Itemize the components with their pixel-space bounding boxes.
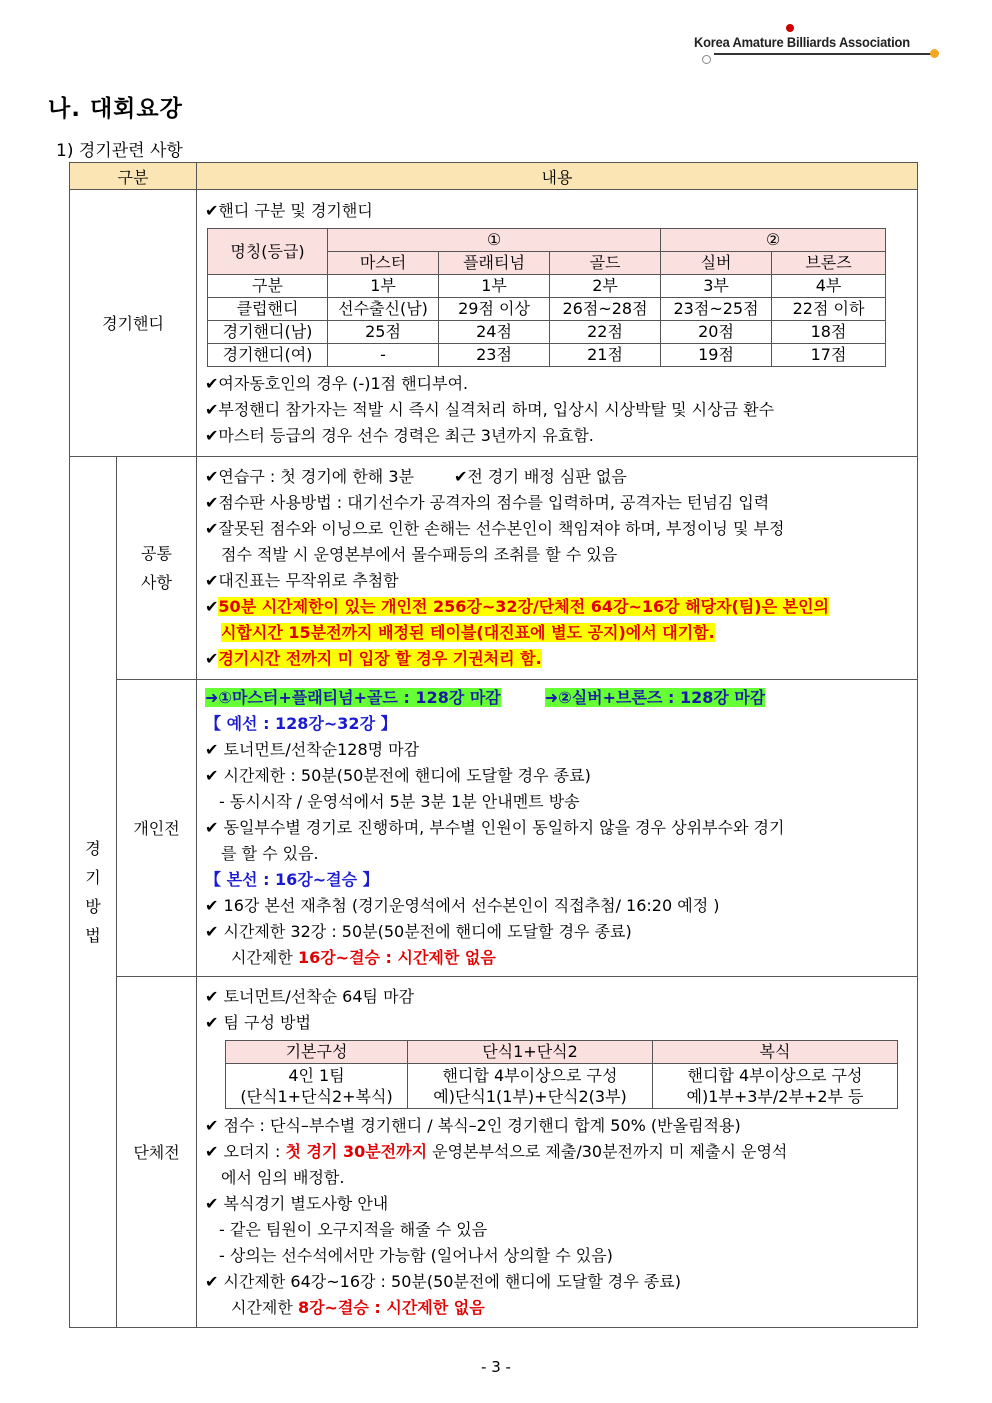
table-cell: 1부 — [328, 274, 439, 297]
common-category — [117, 457, 197, 680]
table-cell: 선수출신(남) — [328, 297, 439, 320]
section-subtitle: 1) 경기관련 사항 — [56, 141, 183, 161]
bracket-line: ✔대진표는 무작위로 추첨함 — [205, 571, 399, 590]
order-text-rest: 운영본부석으로 제출/30분전까지 미 제출시 운영석 — [427, 1141, 788, 1161]
table-cell: 19점 — [661, 343, 772, 366]
row-label: 클럽핸디 — [208, 297, 328, 320]
main-line: ✔ 16강 본선 재추첨 (경기운영석에서 선수본인이 직접추첨/ 16:20 예정 ) — [205, 896, 720, 915]
deadline-group2: ➜②실버+브론즈 : 128강 마감 — [544, 688, 766, 707]
order-deadline: 첫 경기 30분전까지 — [285, 1141, 428, 1161]
team-line: ✔ 시간제한 64강~16강 : 50분(50분전에 핸디에 도달할 경우 종료) — [205, 1271, 681, 1291]
individual-category: 개인전 — [117, 680, 197, 977]
team-composition-grid — [225, 1040, 898, 1109]
table-cell: 25점 — [328, 320, 439, 343]
common-row — [70, 457, 918, 680]
logo-text: Korea Amature Billiards Association — [694, 34, 910, 50]
individual-row — [70, 680, 918, 977]
table-cell: 18점 — [772, 320, 886, 343]
team-content — [197, 977, 918, 1328]
time-limit-red: 16강~결승 : 시간제한 없음 — [297, 948, 496, 967]
method-category — [70, 457, 117, 1328]
main-heading: 【 본선 : 16강~결승 】 — [205, 870, 379, 889]
wait-line — [205, 594, 909, 620]
practice-text: ✔연습구 : 첫 경기에 한해 3분 — [205, 467, 414, 486]
grade-header: 플래티넘 — [439, 251, 550, 274]
table-cell: 20점 — [661, 320, 772, 343]
method-char: 법 — [85, 926, 101, 945]
cell-line: 4인 1팀 — [288, 1065, 345, 1085]
wait-highlight-cont: 시합시간 15분전까지 배정된 테이블(대진표에 별도 공지)에서 대기함. — [221, 623, 715, 642]
table-cell — [226, 1063, 408, 1108]
wait-highlight: 50분 시간제한이 있는 개인전 256강~32강/단체전 64강~16강 해당자(팀)은 본인의 — [218, 597, 830, 616]
team-line: - 같은 팀원이 오구지적을 해줄 수 있음 — [219, 1219, 488, 1239]
responsibility-line: ✔잘못된 점수와 이닝으로 인한 손해는 선수본인이 책임져야 하며, 부정이닝 및 부정 — [205, 519, 785, 538]
team-line: ✔ 팀 구성 방법 — [205, 1012, 311, 1032]
individual-content — [197, 680, 918, 977]
grid-header: 복식 — [653, 1040, 898, 1063]
table-row — [208, 320, 886, 343]
cell-line: 핸디합 4부이상으로 구성 — [687, 1065, 863, 1085]
time-limit-text: 시간제한 — [231, 1297, 298, 1317]
team-line: - 상의는 선수석에서만 가능함 (일어나서 상의할 수 있음) — [219, 1245, 613, 1265]
handicap-note: ✔부정핸디 참가자는 적발 시 즉시 실격처리 하며, 입상시 시상박탈 및 시상금 환수 — [205, 399, 775, 419]
table-cell: 3부 — [661, 274, 772, 297]
white-ball-icon — [702, 55, 711, 64]
red-ball-icon — [786, 24, 794, 32]
order-line-cont: 에서 임의 배정함. — [221, 1167, 345, 1187]
order-line — [205, 1139, 909, 1165]
time-limit-text: 시간제한 — [231, 948, 298, 967]
group-1-label: ① — [328, 228, 661, 251]
rules-table — [69, 162, 918, 1328]
scoreboard-line: ✔점수판 사용방법 : 대기선수가 공격자의 점수를 입력하며, 공격자는 턴넘김 입력 — [205, 493, 770, 512]
kaba-logo — [694, 30, 944, 66]
cell-line: 핸디합 4부이상으로 구성 — [442, 1065, 618, 1085]
table-cell: 17점 — [772, 343, 886, 366]
forfeit-line — [205, 646, 909, 672]
table-header-row — [70, 163, 918, 190]
logo-cue-line — [714, 53, 936, 55]
method-char: 경 — [85, 839, 101, 858]
handicap-row — [70, 190, 918, 457]
header-content: 내용 — [197, 163, 918, 190]
forfeit-highlight: 경기시간 전까지 미 입장 할 경우 기권처리 함. — [218, 649, 542, 668]
handicap-note: ✔여자동호인의 경우 (-)1점 핸디부여. — [205, 373, 469, 393]
prelim-line: ✔ 시간제한 : 50분(50분전에 핸디에 도달할 경우 종료) — [205, 766, 591, 785]
table-cell: 21점 — [550, 343, 661, 366]
header-category: 구분 — [70, 163, 197, 190]
practice-line — [205, 464, 909, 490]
cell-line: 예)1부+3부/2부+2부 등 — [686, 1086, 864, 1106]
team-line: ✔ 토너먼트/선착순 64팀 마감 — [205, 986, 414, 1006]
responsibility-line-cont: 점수 적발 시 운영본부에서 몰수패등의 조취를 할 수 있음 — [221, 545, 618, 564]
row-label: 경기핸디(남) — [208, 320, 328, 343]
page-number: - 3 - — [481, 1358, 511, 1376]
wait-line-cont — [205, 620, 909, 646]
handicap-category: 경기핸디 — [70, 190, 197, 457]
handicap-grid — [207, 228, 886, 367]
table-cell: 29점 이상 — [439, 297, 550, 320]
table-row — [208, 343, 886, 366]
table-cell: 4부 — [772, 274, 886, 297]
time-limit-red: 8강~결승 : 시간제한 없음 — [297, 1297, 485, 1317]
table-row — [208, 297, 886, 320]
method-char: 기 — [85, 868, 101, 887]
handicap-content — [197, 190, 918, 457]
prelim-line: - 동시시작 / 운영석에서 5분 3분 1분 안내멘트 방송 — [219, 792, 580, 811]
row-label: 경기핸디(여) — [208, 343, 328, 366]
table-cell: 23점~25점 — [661, 297, 772, 320]
grid-header: 기본구성 — [226, 1040, 408, 1063]
table-row — [226, 1063, 898, 1108]
row-label: 구분 — [208, 274, 328, 297]
deadline-group1: ➜①마스터+플래티넘+골드 : 128강 마감 — [205, 688, 501, 707]
group-2-label: ② — [661, 228, 886, 251]
referee-text: ✔전 경기 배정 심판 없음 — [453, 467, 627, 486]
table-cell: - — [328, 343, 439, 366]
team-line: ✔ 점수 : 단식–부수별 경기핸디 / 복식–2인 경기핸디 합계 50% (반올림적용) — [205, 1115, 741, 1135]
grade-header: 골드 — [550, 251, 661, 274]
team-line — [205, 1295, 909, 1321]
page-title: 나. 대회요강 — [48, 96, 183, 122]
common-label: 사항 — [141, 573, 172, 592]
prelim-line-cont: 를 할 수 있음. — [221, 844, 319, 863]
table-cell: 26점~28점 — [550, 297, 661, 320]
table-row — [208, 274, 886, 297]
table-cell — [653, 1063, 898, 1108]
common-content — [197, 457, 918, 680]
table-cell: 22점 이하 — [772, 297, 886, 320]
grade-header: 마스터 — [328, 251, 439, 274]
cell-line: 예)단식1(1부)+단식2(3부) — [433, 1086, 627, 1106]
grid-header: 단식1+단식2 — [408, 1040, 653, 1063]
main-line: ✔ 시간제한 32강 : 50분(50분전에 핸디에 도달할 경우 종료) — [205, 922, 632, 941]
team-row — [70, 977, 918, 1328]
prelim-heading: 【 예선 : 128강~32강 】 — [205, 714, 397, 733]
yellow-ball-icon — [930, 49, 939, 58]
grade-name-label: 명칭(등급) — [208, 228, 328, 274]
table-cell: 23점 — [439, 343, 550, 366]
table-cell: 2부 — [550, 274, 661, 297]
table-cell — [408, 1063, 653, 1108]
table-cell: 1부 — [439, 274, 550, 297]
grade-header: 실버 — [661, 251, 772, 274]
order-text: ✔ 오더지 : — [205, 1141, 286, 1161]
handicap-note: ✔마스터 등급의 경우 선수 경력은 최근 3년까지 유효함. — [205, 425, 594, 445]
prelim-line: ✔ 동일부수별 경기로 진행하며, 부수별 인원이 동일하지 않을 경우 상위부수와 경기 — [205, 818, 785, 837]
team-category: 단체전 — [117, 977, 197, 1328]
table-cell: 22점 — [550, 320, 661, 343]
check-mark: ✔ — [205, 649, 219, 668]
common-label: 공통 — [141, 544, 172, 563]
main-line — [205, 945, 909, 971]
handicap-intro: ✔핸디 구분 및 경기핸디 — [205, 200, 373, 220]
check-mark: ✔ — [205, 597, 219, 616]
table-cell: 24점 — [439, 320, 550, 343]
prelim-line: ✔ 토너먼트/선착순128명 마감 — [205, 740, 420, 759]
cell-line: (단식1+단식2+복식) — [240, 1086, 393, 1106]
deadline-line — [205, 685, 909, 711]
grade-header: 브론즈 — [772, 251, 886, 274]
team-line: ✔ 복식경기 별도사항 안내 — [205, 1193, 389, 1213]
method-char: 방 — [85, 897, 101, 916]
